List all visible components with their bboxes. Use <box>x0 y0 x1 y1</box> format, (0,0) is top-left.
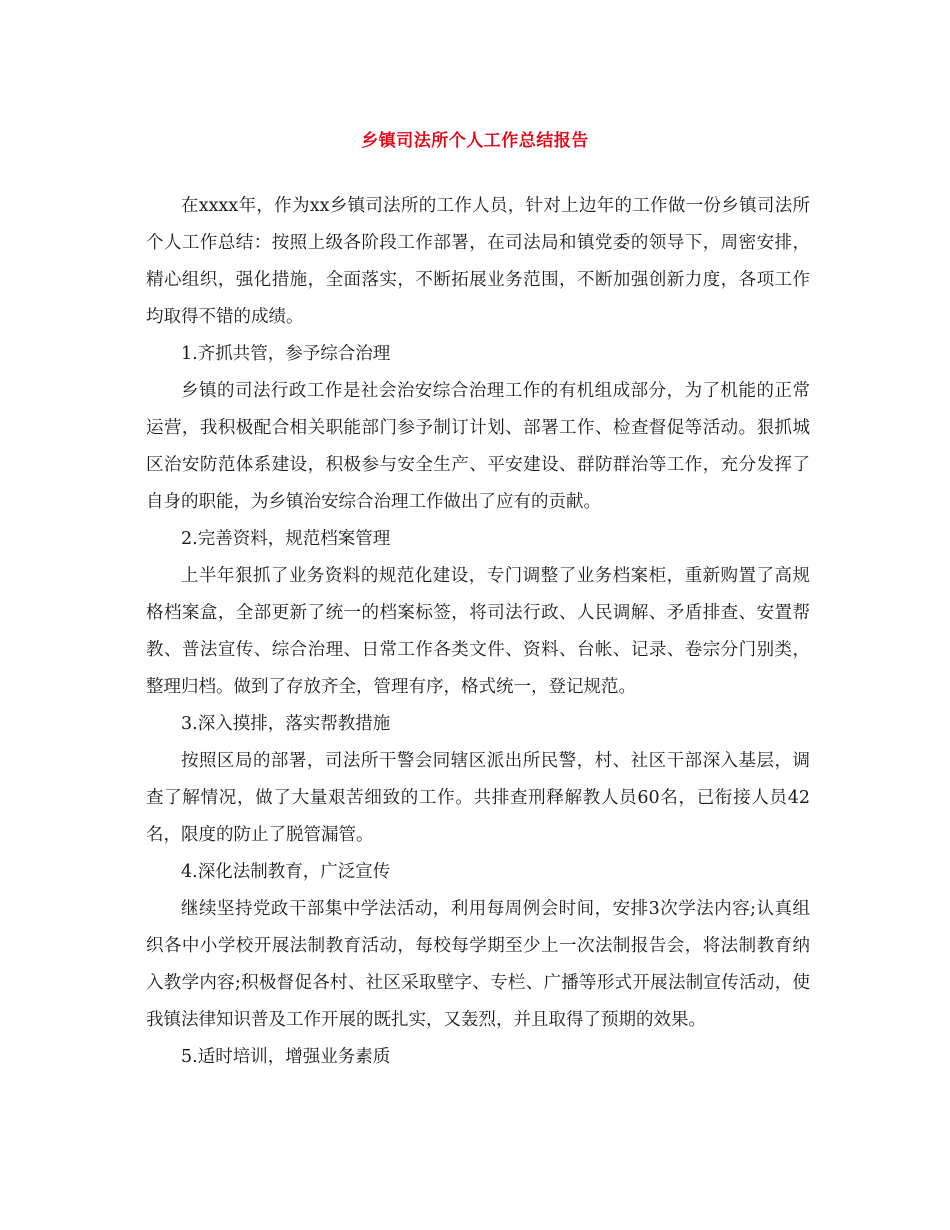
section-heading: 2.完善资料，规范档案管理 <box>181 529 391 549</box>
section-heading: 5.适时培训，增强业务素质 <box>181 1047 391 1067</box>
paragraph: 继续坚持党政干部集中学法活动，利用每周例会时间，安排3次学法内容;认真组织各中小学校开展法制教育活动，每校每学期至少上一次法制报告会，将法制教育纳入教学内容;积极督促各村、社区采取壁字、专栏、广播等形式开展法制宣传活动，使我镇法律知识普及工作开展的既扎实，又轰烈，并且取得了预期的效果。 <box>146 899 810 1030</box>
paragraph: 按照区局的部署，司法所干警会同辖区派出所民警，村、社区干部深入基层，调查了解情况，做了大量艰苦细致的工作。共排查刑释解教人员60名，已衔接人员42名，限度的防止了脱管漏管。 <box>146 751 810 845</box>
document-title: 乡镇司法所个人工作总结报告 <box>361 131 589 151</box>
section-heading: 1.齐抓共管，参予综合治理 <box>181 344 391 364</box>
section-heading: 3.深入摸排，落实帮教措施 <box>181 714 391 734</box>
document-body <box>146 188 810 1076</box>
section-heading: 4.深化法制教育，广泛宣传 <box>181 862 391 882</box>
paragraph-intro: 在xxxx年，作为xx乡镇司法所的工作人员，针对上边年的工作做一份乡镇司法所个人工作总结：按照上级各阶段工作部署，在司法局和镇党委的领导下，周密安排，精心组织，强化措施，全面落实，不断拓展业务范围，不断加强创新力度，各项工作均取得不错的成绩。 <box>146 196 810 327</box>
paragraph: 乡镇的司法行政工作是社会治安综合治理工作的有机组成部分，为了机能的正常运营，我积极配合相关职能部门参予制订计划、部署工作、检查督促等活动。狠抓城区治安防范体系建设，积极参与安全生产、平安建设、群防群治等工作，充分发挥了自身的职能，为乡镇治安综合治理工作做出了应有的贡献。 <box>146 381 810 512</box>
paragraph: 上半年狠抓了业务资料的规范化建设，专门调整了业务档案柜，重新购置了高规格档案盒，全部更新了统一的档案标签，将司法行政、人民调解、矛盾排查、安置帮教、普法宣传、综合治理、日常工作各类文件、资料、台帐、记录、卷宗分门别类，整理归档。做到了存放齐全，管理有序，格式统一，登记规范。 <box>146 566 810 697</box>
